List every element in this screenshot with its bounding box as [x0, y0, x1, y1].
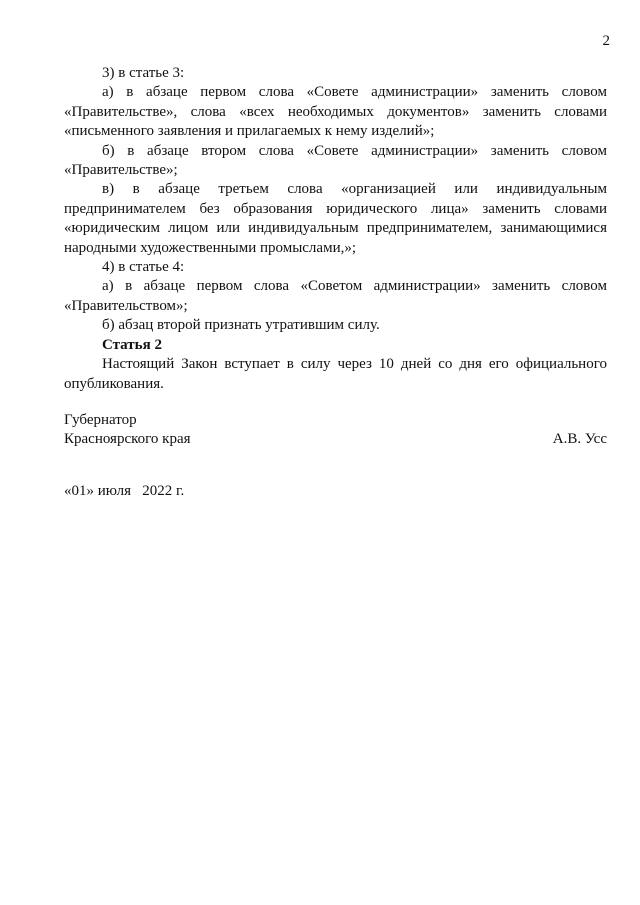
page-number: 2 — [602, 33, 610, 49]
document-date: «01» июля 2022 г. — [64, 483, 185, 499]
signature-block — [64, 411, 607, 450]
signer-title-line2: Красноярского края — [64, 431, 191, 448]
signer-title-line1: Губернатор — [64, 412, 137, 428]
paragraph-article3-b: б) в абзаце втором слова «Совете администрации» заменить словом «Правительстве»; — [64, 142, 607, 179]
paragraph-article4-intro: 4) в статье 4: — [102, 259, 185, 276]
document-body — [64, 64, 607, 394]
article-2-heading: Статья 2 — [102, 336, 162, 353]
paragraph-article3-intro: 3) в статье 3: — [102, 65, 185, 81]
paragraph-article4-a: а) в абзаце первом слова «Советом администрации» заменить словом «Правительством»; — [64, 278, 607, 314]
paragraph-article3-a: а) в абзаце первом слова «Совете администрации» заменить словом «Правительстве», слова «всех необходимых документов» заменить словами «письменного заявления и прилагаемых к нему изделий»; — [64, 84, 607, 140]
article-2-text: Настоящий Закон вступает в силу через 10 дней со дня его официального опубликования. — [64, 356, 607, 392]
paragraph-article4-b: б) абзац второй признать утратившим силу. — [102, 317, 380, 334]
paragraph-article3-v: в) в абзаце третьем слова «организацией или индивидуальным предпринимателем без образования юридического лица» заменить словами «юридическим лицом или индивидуальным предпринимателем, занимающимися народными художественными промыслами,»; — [64, 181, 607, 256]
signer-name: А.В. Усс — [552, 431, 607, 448]
